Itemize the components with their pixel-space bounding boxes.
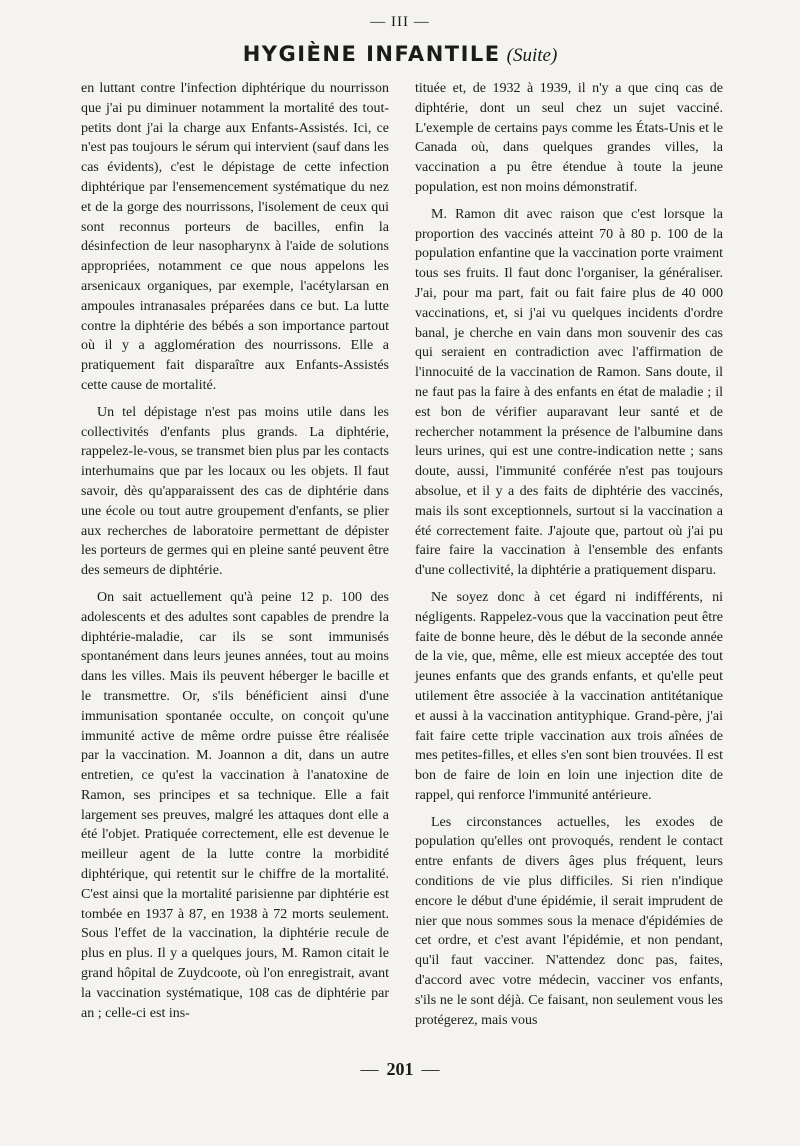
paragraph: M. Ramon dit avec raison que c'est lorsque la proportion des vaccinés atteint 70 à 80 p. 100 de la population enfantine que la vaccination porte vraiment tous ses fruits. Il faut donc l'organiser, la généraliser. J'ai, pour ma part, fait ou fait faire plus de 40 000 vaccinations, et, si j'ai vu quelques incidents d'ordre banal, je cherche en vain dans mon souvenir des cas qui seraient en contradiction avec l'affirmation de l'innocuité de la vaccination de Ramon. Sans doute, il ne faut pas la faire à des enfants en état de maladie ; il est bon de vérifier auparavant leur santé et de rechercher notamment la présence de l'albumine dans leurs urines, qui est une contre-indication nette ; sans doute, aussi, l'immunité conférée n'est pas toujours absolue, et il y a des faits de diphtérie des vaccinés, mais ils sont exceptionnels, surtout si la vaccination a été correctement faite. J'ajoute que, partout où j'ai pu faire faire la vaccination à l'ensemble des enfants d'une collectivité, la diphtérie a pratiquement disparu. <box>415 206 723 579</box>
page-folio: — III — <box>370 14 430 30</box>
paragraph: On sait actuellement qu'à peine 12 p. 100 des adolescents et des adultes sont capables de prendre la diphtérie-maladie, car ils se sont immunisés spontanément dans leurs jeunes années, tout au moins dans les villes. Mais ils peuvent héberger le bacille et le transmettre. Or, s'ils bénéficient ainsi d'une immunisation spontanée occulte, on conçoit qu'une immunité active de même ordre puisse être réalisée par la vaccination. M. Joannon a dit, dans un autre entretien, ce qu'est la vaccination à l'anatoxine de Ramon, ses principes et sa technique. Elle a fait largement ses preuves, malgré les attaques dont elle a été l'objet. Pratiquée correctement, elle est devenue le meilleur agent de la lutte contre la morbidité diphtérique, qui retentit sur le chiffre de la mortalité. C'est ainsi que la mortalité parisienne par diphtérie est tombée en 1937 à 87, en 1938 à 72 morts seulement. Sous l'effet de la vaccination, la diphtérie recule de plus en plus. Il y a quelques jours, M. Ramon citait le grand hôpital de Zuydcoote, où l'on enregistrait, avant la vaccination systématique, 108 cas de diphtérie par an ; celle-ci est ins- <box>81 589 389 1021</box>
paragraph: tituée et, de 1932 à 1939, il n'y a que cinq cas de diphtérie, dont un seul chez un sujet vacciné. L'exemple de certains pays comme les États-Unis et le Canada où, dans quelques grandes villes, la vaccination a pu être étendue à toute la jeune population, est non moins démonstratif. <box>415 81 723 195</box>
heading-subtitle: (Suite) <box>506 45 558 66</box>
dash-left: — <box>360 1059 379 1079</box>
right-column <box>415 79 723 1037</box>
paragraph: Un tel dépistage n'est pas moins utile dans les collectivités d'enfants plus grands. La diphtérie, rappelez-le-vous, se transmet bien plus par les contacts interhumains que par les locaux ou les objets. Il faut savoir, dès qu'apparaissent des cas de diphtérie dans une école ou tout autre groupement d'enfants, se plier aux recherches de laboratoire permettant de dépister les porteurs de germes qui en pleine santé peuvent être des semeurs de diphtérie. <box>81 404 389 579</box>
paragraph: Ne soyez donc à cet égard ni indifférents, ni négligents. Rappelez-vous que la vaccination peut être faite de bonne heure, dès le début de la seconde année de la vie, que, même, elle est mieux acceptée des tout jeunes enfants que des grands enfants, et qu'elle peut utilement être associée à la vaccination antitétanique et aussi à la vaccination antityphique. Grand-père, j'ai fait faire cette triple vaccination aux trois aînées de mes petites-filles, et elles s'en sont bien trouvées. Il est bon de faire de loin en loin une injection dite de rappel, qui renforce l'immunité antérieure. <box>415 589 723 803</box>
heading-title: HYGIÈNE INFANTILE <box>242 42 501 66</box>
page-number: 201 <box>386 1059 414 1079</box>
paragraph: Les circonstances actuelles, les exodes de population qu'elles ont provoqués, rendent le contact entre enfants de divers âges plus fréquent, leurs conditions de vie plus difficiles. Si rien n'indique encore le début d'une épidémie, il serait imprudent de nier que nous sommes sous la menace d'épidémies de cet ordre, et c'est avant l'épidémie, et non pendant, qu'il faut vacciner. N'attendez donc pas, faites, d'accord avec votre médecin, vacciner vos enfants, s'ils ne le sont déjà. Ce faisant, non seulement vous les protégerez, mais vous <box>415 814 723 1028</box>
page-heading <box>0 42 800 67</box>
paragraph: en luttant contre l'infection diphtérique du nourrisson que j'ai pu diminuer notamment la mortalité des tout-petits dont j'ai la charge aux Enfants-Assistés. Ici, ce n'est pas toujours le sérum qui intervient (sauf dans les cas évidents), c'est le dépistage de cette infection diphtérique par l'ensemencement systématique du nez et de la gorge des nourrissons, l'isolement de ceux qui sont reconnus porteurs de bacilles, enfin la désinfection de leur nasopharynx à l'aide de solutions appropriées, notamment ce que nous appelons les arsenicaux organiques, par exemple, l'acétylarsan en ampoules intranasales préparées dans ce but. La lutte contre la diphtérie des bébés a son importance partout où il y a agglomération des nourrissons. Elle a pratiquement fait disparaître aux Enfants-Assistés cette cause de mortalité. <box>81 81 389 393</box>
dash-right: — <box>421 1059 440 1079</box>
page-number-line <box>0 1059 800 1080</box>
left-column <box>81 79 389 1030</box>
